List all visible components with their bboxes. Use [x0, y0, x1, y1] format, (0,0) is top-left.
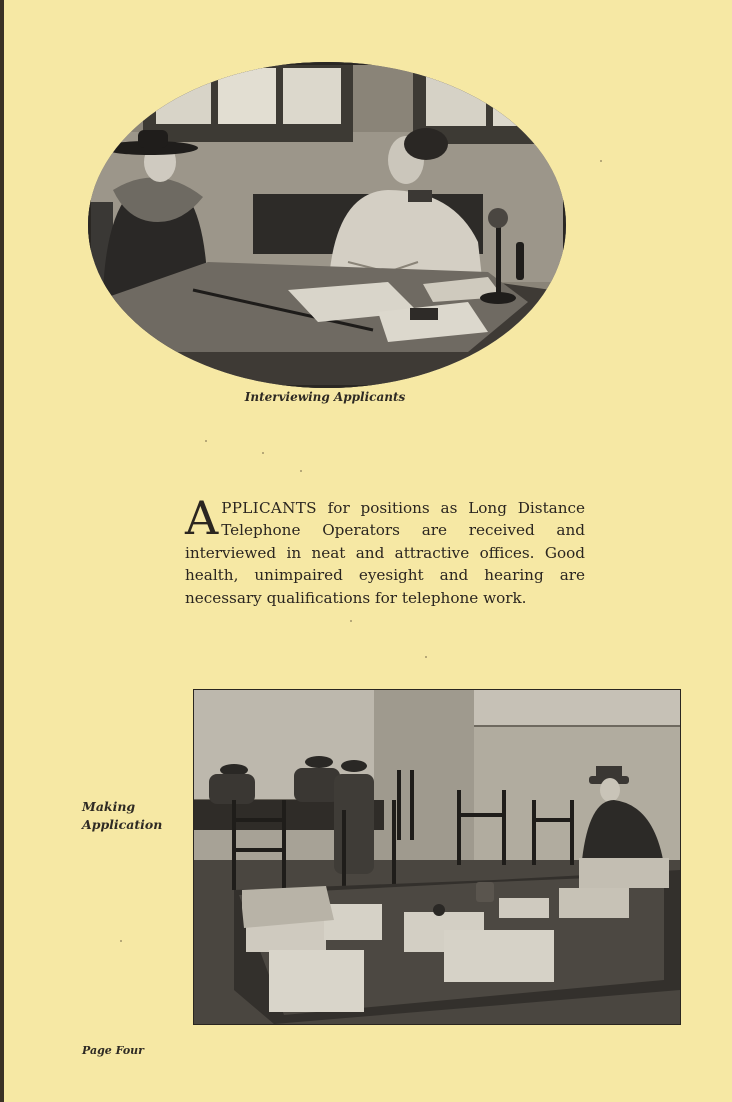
paper-speck: [350, 620, 352, 622]
paper-speck: [120, 940, 122, 942]
interview-photo: [88, 62, 566, 388]
body-text: for positions as Long Distance Telephone Operators are received and interviewed in neat and attractive offices. Good health, unimpaired eyesight and hearing are necessary qualifications for telephone work.: [185, 499, 585, 607]
lead-caps: PPLICANTS: [221, 499, 317, 517]
page-binding-edge: [0, 0, 4, 1102]
caption-line-1: Making: [82, 799, 136, 814]
body-paragraph: [185, 491, 585, 609]
page-number: Page Four: [82, 1044, 144, 1057]
paper-speck: [205, 440, 207, 442]
paper-speck: [600, 160, 602, 162]
paper-speck: [300, 470, 302, 472]
application-photo-caption: [82, 798, 182, 834]
application-photo: [193, 689, 681, 1025]
interview-photo-caption: Interviewing Applicants: [244, 390, 406, 404]
paper-speck: [262, 452, 264, 454]
paper-speck: [425, 656, 427, 658]
caption-line-2: Application: [82, 817, 163, 832]
drop-cap: A: [185, 491, 219, 545]
